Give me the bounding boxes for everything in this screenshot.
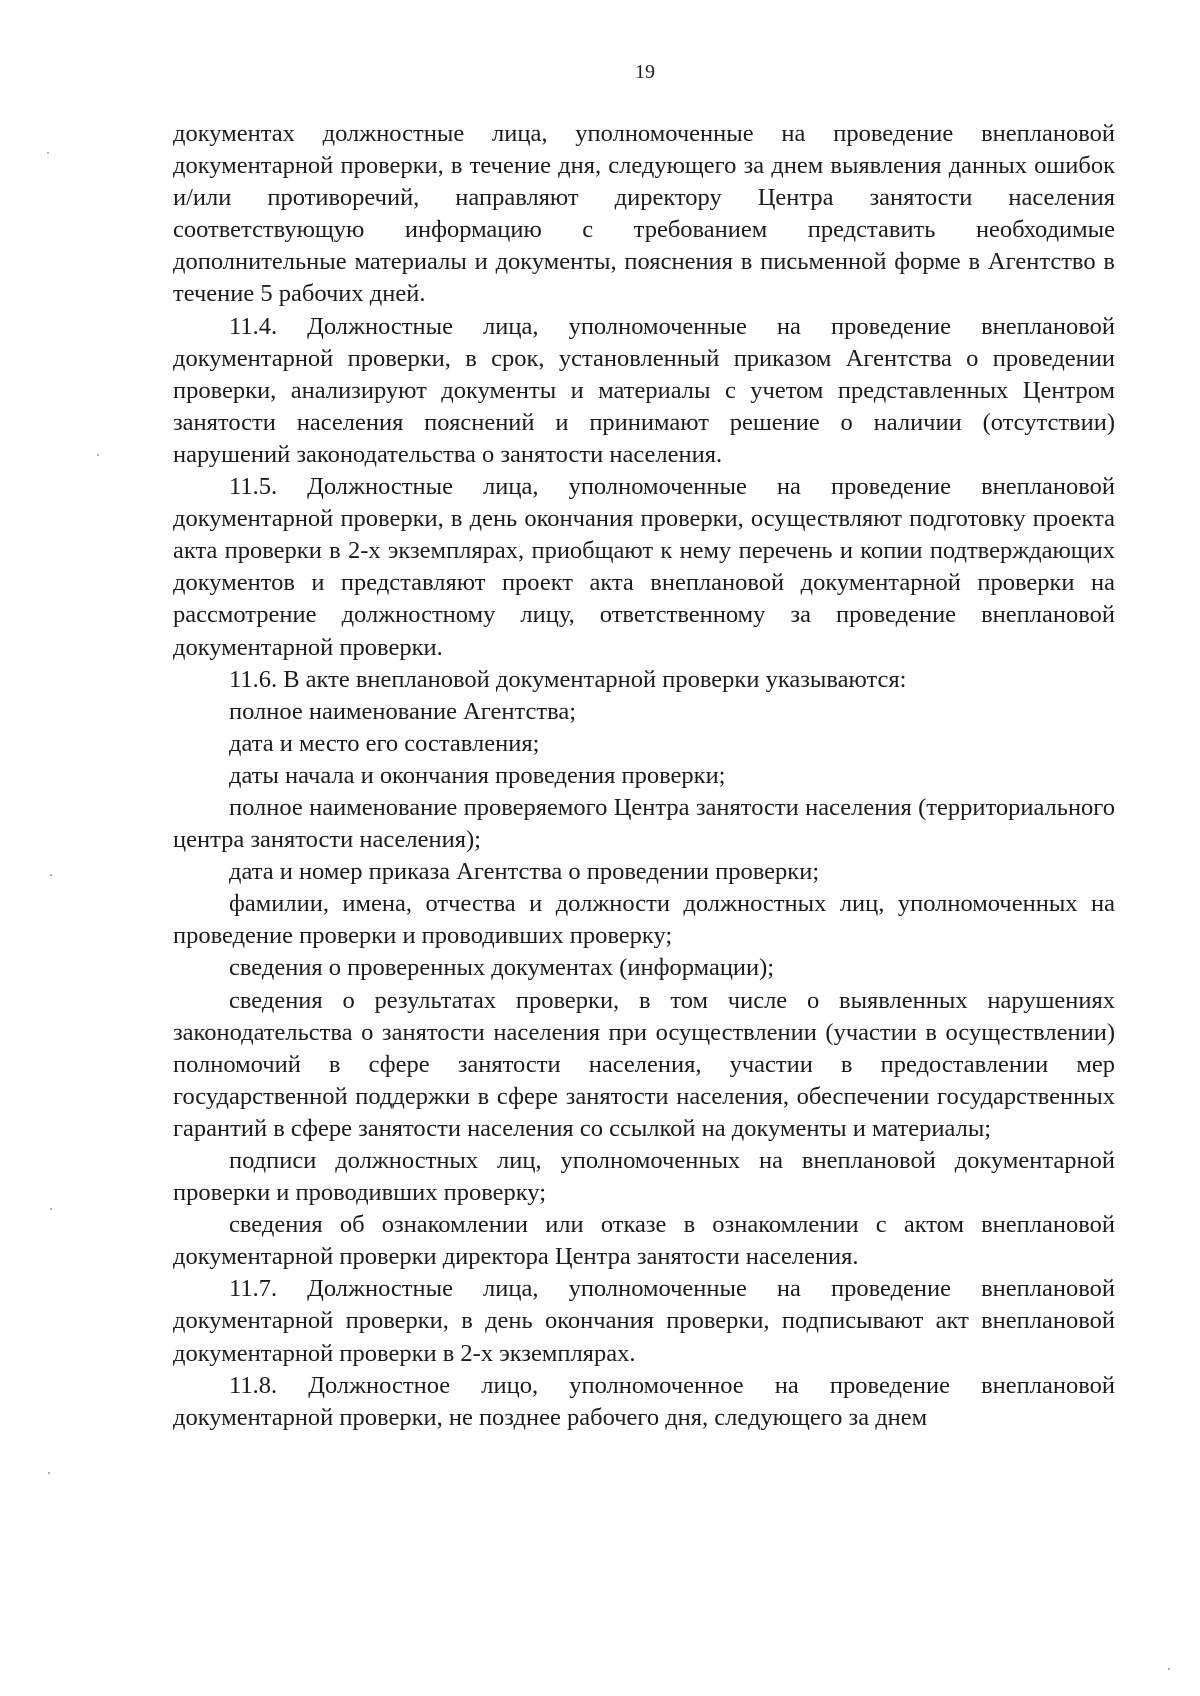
scan-speck: [50, 1208, 52, 1210]
page-number: 19: [635, 61, 655, 83]
list-item-center-name: полное наименование проверяемого Центра занятости населения (территориального центра занятости населения);: [173, 793, 1115, 854]
scan-speck: [47, 152, 49, 154]
paragraph-continuation: документах должностные лица, уполномоченные на проведение внеплановой документарной проверки, в течение дня, следующего за днем выявления данных ошибок и/или противоречий, направляют директору Центра занятости населения соответствующую информацию с требованием представить необходимые дополнительные материалы и документы, пояснения в письменной форме в Агентство в течение 5 рабочих дней.: [173, 120, 1115, 308]
list-item-order-number: дата и номер приказа Агентства о проведении проверки;: [229, 858, 820, 886]
document-body: [173, 118, 1115, 1434]
list-item-officials: фамилии, имена, отчества и должности должностных лиц, уполномоченных на проведение проверки и проводивших проверку;: [173, 890, 1115, 950]
list-item-signatures: подписи должностных лиц, уполномоченных на внеплановой документарной проверки и проводивших проверку;: [173, 1147, 1115, 1207]
list-item-familiarization: сведения об ознакомлении или отказе в ознакомлении с актом внеплановой документарной проверки директора Центра занятости населения.: [173, 1211, 1115, 1271]
list-item-agency-name: полное наименование Агентства;: [229, 697, 577, 725]
scan-speck: [97, 454, 99, 456]
scan-speck: [48, 1472, 50, 1474]
list-item-check-dates: даты начала и окончания проведения проверки;: [229, 761, 726, 789]
paragraph-11-6: 11.6. В акте внеплановой документарной проверки указываются:: [229, 665, 907, 693]
list-item-check-results: сведения о результатах проверки, в том числе о выявленных нарушениях законодательства о занятости населения при осуществлении (участии в осуществлении) полномочий в сфере занятости населения, участии в предоставлении мер государственной поддержки в сфере занятости населения, обеспечении государственных гарантий в сфере занятости населения со ссылкой на документы и материалы;: [173, 986, 1115, 1142]
list-item-date-place: дата и место его составления;: [229, 729, 540, 757]
paragraph-11-8: 11.8. Должностное лицо, уполномоченное на проведение внеплановой документарной проверки, не позднее рабочего дня, следующего за днем: [173, 1371, 1115, 1431]
scan-speck: [1168, 1668, 1170, 1670]
scan-speck: [50, 874, 52, 876]
paragraph-11-4: 11.4. Должностные лица, уполномоченные на проведение внеплановой документарной проверки, в срок, установленный приказом Агентства о проведении проверки, анализируют документы и материалы с учетом представленных Центром занятости населения пояснений и принимают решение о наличии (отсутствии) нарушений законодательства о занятости населения.: [173, 312, 1115, 468]
paragraph-11-5: 11.5. Должностные лица, уполномоченные на проведение внеплановой документарной проверки, в день окончания проверки, осуществляют подготовку проекта акта проверки в 2-х экземплярах, приобщают к нему перечень и копии подтверждающих документов и представляют проект акта внеплановой документарной проверки на рассмотрение должностному лицу, ответственному за проведение внеплановой документарной проверки.: [173, 473, 1115, 661]
list-item-checked-documents: сведения о проверенных документах (информации);: [229, 954, 775, 982]
paragraph-11-7: 11.7. Должностные лица, уполномоченные на проведение внеплановой документарной проверки, в день окончания проверки, подписывают акт внеплановой документарной проверки в 2-х экземплярах.: [173, 1275, 1115, 1367]
